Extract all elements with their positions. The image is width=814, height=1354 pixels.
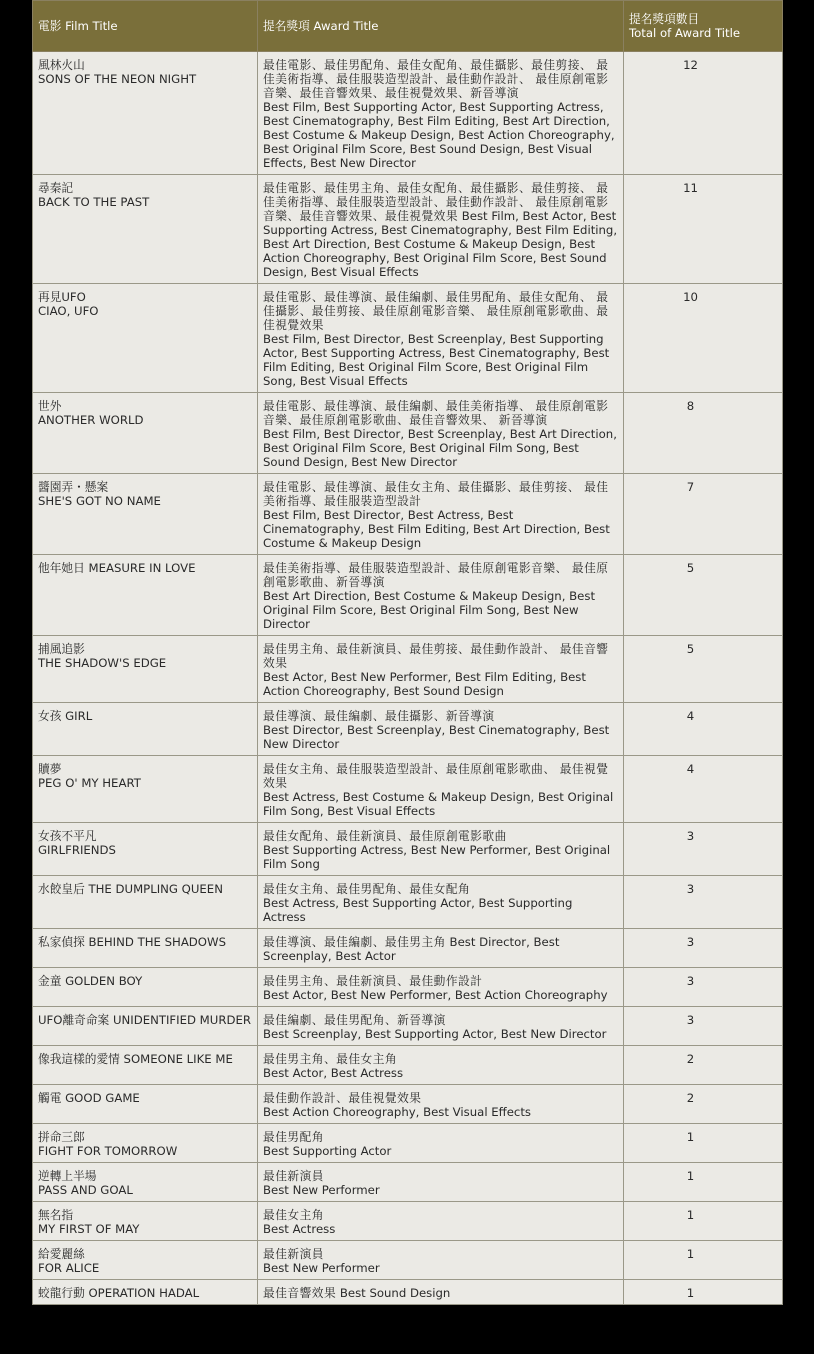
award-title-cell bbox=[258, 1280, 624, 1305]
award-list-en: Best Actor, Best Actress bbox=[263, 1066, 404, 1080]
award-list-zh: 最佳電影、最佳導演、最佳女主角、最佳攝影、最佳剪接、 最佳美術指導、最佳服裝造型設計 bbox=[263, 480, 609, 508]
film-title-en: THE DUMPLING QUEEN bbox=[88, 882, 223, 896]
award-title-cell bbox=[258, 555, 624, 636]
film-title-en: OPERATION HADAL bbox=[88, 1286, 200, 1300]
award-title-cell bbox=[258, 393, 624, 474]
award-list-en: Best Actress, Best Costume & Makeup Design, Best Original Film Song, Best Visual Effects bbox=[263, 790, 614, 818]
award-count-cell: 12 bbox=[624, 52, 783, 175]
award-list-en: Best Actor, Best New Performer, Best Film Editing, Best Action Choreography, Best Sound Design bbox=[263, 670, 586, 698]
film-title-cell bbox=[33, 1046, 258, 1085]
film-title-zh: 像我這樣的愛情 bbox=[38, 1052, 120, 1066]
film-title-en: UNIDENTIFIED MURDER bbox=[112, 1013, 251, 1027]
film-title-en: ANOTHER WORLD bbox=[38, 413, 144, 427]
film-title-en: FIGHT FOR TOMORROW bbox=[38, 1144, 178, 1158]
film-title-cell bbox=[33, 823, 258, 876]
award-list-zh: 最佳女主角 bbox=[263, 1208, 324, 1222]
award-count-cell: 5 bbox=[624, 555, 783, 636]
award-title-cell bbox=[258, 636, 624, 703]
award-list-zh: 最佳導演、最佳編劇、最佳攝影、新晉導演 bbox=[263, 709, 495, 723]
table-row bbox=[33, 876, 783, 929]
award-list-en: Best Film, Best Supporting Actor, Best Supporting Actress, Best Cinematography, Best Film Editing, Best Art Direction, Best Costume & Makeup Design, Best Action Choreography, Best Original Film Score, Best Sound Design, Best Visual Effects, Best New Director bbox=[263, 100, 615, 170]
award-list-en: Best Action Choreography, Best Visual Effects bbox=[263, 1105, 532, 1119]
film-title-cell bbox=[33, 1202, 258, 1241]
award-count-cell: 2 bbox=[624, 1085, 783, 1124]
header-total-en: Total of Award Title bbox=[629, 26, 741, 40]
award-count-cell: 3 bbox=[624, 1007, 783, 1046]
film-title-cell bbox=[33, 756, 258, 823]
award-title-cell bbox=[258, 284, 624, 393]
film-title-zh: 風林火山 bbox=[38, 58, 85, 72]
table-row bbox=[33, 968, 783, 1007]
table-row bbox=[33, 823, 783, 876]
table-row bbox=[33, 636, 783, 703]
award-count-cell: 8 bbox=[624, 393, 783, 474]
award-list-zh: 最佳女主角、最佳服裝造型設計、最佳原創電影歌曲、 最佳視覺效果 bbox=[263, 762, 609, 790]
award-count-cell: 7 bbox=[624, 474, 783, 555]
film-title-cell bbox=[33, 1124, 258, 1163]
table-row bbox=[33, 1085, 783, 1124]
award-list-zh: 最佳男主角、最佳新演員、最佳剪接、最佳動作設計、 最佳音響效果 bbox=[263, 642, 609, 670]
header-film-title: 電影 Film Title bbox=[33, 1, 258, 52]
film-title-cell bbox=[33, 284, 258, 393]
film-title-cell bbox=[33, 636, 258, 703]
table-row bbox=[33, 929, 783, 968]
award-title-cell bbox=[258, 1046, 624, 1085]
award-title-cell bbox=[258, 474, 624, 555]
award-count-cell: 4 bbox=[624, 703, 783, 756]
film-title-zh: 蛟龍行動 bbox=[38, 1286, 85, 1300]
award-list-en: Best Supporting Actor bbox=[263, 1144, 392, 1158]
film-title-zh: 女孩 bbox=[38, 709, 62, 723]
film-title-cell bbox=[33, 393, 258, 474]
award-count-cell: 11 bbox=[624, 175, 783, 284]
film-title-en: MY FIRST OF MAY bbox=[38, 1222, 140, 1236]
film-title-cell bbox=[33, 876, 258, 929]
award-list-zh: 最佳電影、最佳導演、最佳編劇、最佳男配角、最佳女配角、 最佳攝影、最佳剪接、最佳原創電影音樂、 最佳原創電影歌曲、最佳視覺效果 bbox=[263, 290, 609, 332]
table-row bbox=[33, 1280, 783, 1305]
film-title-en: BACK TO THE PAST bbox=[38, 195, 150, 209]
film-title-en: GIRLFRIENDS bbox=[38, 843, 116, 857]
award-title-cell bbox=[258, 823, 624, 876]
award-title-cell bbox=[258, 968, 624, 1007]
award-count-cell: 3 bbox=[624, 823, 783, 876]
film-title-cell bbox=[33, 474, 258, 555]
award-title-cell bbox=[258, 1124, 624, 1163]
award-count-cell: 1 bbox=[624, 1280, 783, 1305]
table-row bbox=[33, 284, 783, 393]
film-title-en: BEHIND THE SHADOWS bbox=[88, 935, 226, 949]
table-row bbox=[33, 1124, 783, 1163]
film-title-en: FOR ALICE bbox=[38, 1261, 100, 1275]
award-list-zh: 最佳女主角、最佳男配角、最佳女配角 bbox=[263, 882, 471, 896]
table-row bbox=[33, 1046, 783, 1085]
film-title-zh: 醬園弄・懸案 bbox=[38, 480, 109, 494]
film-title-en: PASS AND GOAL bbox=[38, 1183, 133, 1197]
award-list-zh: 最佳女配角、最佳新演員、最佳原創電影歌曲 bbox=[263, 829, 507, 843]
award-list-zh: 最佳男主角、最佳女主角 bbox=[263, 1052, 398, 1066]
award-list-en: Best Sound Design bbox=[339, 1286, 451, 1300]
film-title-cell bbox=[33, 1085, 258, 1124]
film-title-zh: 金童 bbox=[38, 974, 62, 988]
award-list-zh: 最佳電影、最佳男配角、最佳女配角、最佳攝影、最佳剪接、 最佳美術指導、最佳服裝造型設計、最佳動作設計、 最佳原創電影音樂、最佳音響效果、最佳視覺效果、新晉導演 bbox=[263, 58, 609, 100]
film-title-cell bbox=[33, 52, 258, 175]
film-title-zh: 觸電 bbox=[38, 1091, 62, 1105]
film-title-en: SOMEONE LIKE ME bbox=[123, 1052, 233, 1066]
table-row bbox=[33, 1007, 783, 1046]
award-title-cell bbox=[258, 929, 624, 968]
award-count-cell: 3 bbox=[624, 929, 783, 968]
film-title-zh: 給愛麗絲 bbox=[38, 1247, 85, 1261]
film-title-en: CIAO, UFO bbox=[38, 304, 99, 318]
award-list-en: Best Art Direction, Best Costume & Makeup Design, Best Original Film Score, Best Original Film Song, Best New Director bbox=[263, 589, 596, 631]
table-row bbox=[33, 756, 783, 823]
award-list-en: Best Film, Best Director, Best Screenplay, Best Supporting Actor, Best Supporting Actress, Best Cinematography, Best Film Editing, Best Original Film Score, Best Original Film Song, Best Visual Effects bbox=[263, 332, 610, 388]
award-list-zh: 最佳男主角、最佳新演員、最佳動作設計 bbox=[263, 974, 483, 988]
table-header-row bbox=[33, 1, 783, 52]
film-title-zh: 再見UFO bbox=[38, 290, 86, 304]
award-title-cell bbox=[258, 1241, 624, 1280]
film-title-zh: 贖夢 bbox=[38, 762, 62, 776]
film-title-cell bbox=[33, 1241, 258, 1280]
award-list-en: Best New Performer bbox=[263, 1183, 380, 1197]
film-title-en: GOOD GAME bbox=[65, 1091, 140, 1105]
film-title-zh: 無名指 bbox=[38, 1208, 74, 1222]
award-count-cell: 4 bbox=[624, 756, 783, 823]
award-title-cell bbox=[258, 876, 624, 929]
award-title-cell bbox=[258, 1007, 624, 1046]
award-list-zh: 最佳動作設計、最佳視覺效果 bbox=[263, 1091, 422, 1105]
award-list-en: Best Actress, Best Supporting Actor, Best Supporting Actress bbox=[263, 896, 573, 924]
award-list-zh: 最佳電影、最佳導演、最佳編劇、最佳美術指導、 最佳原創電影音樂、最佳原創電影歌曲、最佳音響效果、 新晉導演 bbox=[263, 399, 609, 427]
award-title-cell bbox=[258, 52, 624, 175]
table-row bbox=[33, 1202, 783, 1241]
award-count-cell: 3 bbox=[624, 968, 783, 1007]
table-row bbox=[33, 175, 783, 284]
award-count-cell: 1 bbox=[624, 1163, 783, 1202]
film-title-zh: 他年她日 bbox=[38, 561, 85, 575]
award-title-cell bbox=[258, 1085, 624, 1124]
award-list-en: Best Film, Best Director, Best Screenplay, Best Art Direction, Best Original Film Score, Best Original Film Song, Best Sound Design, Best New Director bbox=[263, 427, 617, 469]
award-count-cell: 2 bbox=[624, 1046, 783, 1085]
film-title-zh: 逆轉上半場 bbox=[38, 1169, 97, 1183]
film-title-en: SONS OF THE NEON NIGHT bbox=[38, 72, 197, 86]
film-title-zh: 水餃皇后 bbox=[38, 882, 85, 896]
award-title-cell bbox=[258, 1163, 624, 1202]
award-count-cell: 1 bbox=[624, 1124, 783, 1163]
award-list-en: Best Screenplay, Best Supporting Actor, Best New Director bbox=[263, 1027, 607, 1041]
award-list-zh: 最佳音響效果 bbox=[263, 1286, 337, 1300]
film-title-cell bbox=[33, 175, 258, 284]
award-title-cell bbox=[258, 756, 624, 823]
film-title-cell bbox=[33, 968, 258, 1007]
table-row bbox=[33, 1163, 783, 1202]
film-title-cell bbox=[33, 1007, 258, 1046]
film-title-zh: UFO離奇命案 bbox=[38, 1013, 110, 1027]
film-title-zh: 世外 bbox=[38, 399, 62, 413]
film-title-zh: 女孩不平凡 bbox=[38, 829, 97, 843]
award-list-zh: 最佳男配角 bbox=[263, 1130, 324, 1144]
film-title-zh: 私家偵探 bbox=[38, 935, 85, 949]
film-title-en: GOLDEN BOY bbox=[65, 974, 143, 988]
header-total-zh: 提名獎項數目 bbox=[629, 12, 700, 26]
film-title-en: PEG O' MY HEART bbox=[38, 776, 141, 790]
award-list-zh: 最佳導演、最佳編劇、最佳男主角 bbox=[263, 935, 446, 949]
award-list-en: Best Film, Best Actor, Best Supporting Actress, Best Cinematography, Best Film Editing, Best Art Direction, Best Costume & Makeup Design, Best Action Choreography, Best Original Film Score, Best Sound Design, Best Visual Effects bbox=[263, 209, 618, 279]
film-title-zh: 拼命三郎 bbox=[38, 1130, 85, 1144]
film-title-zh: 捕風追影 bbox=[38, 642, 85, 656]
award-title-cell bbox=[258, 703, 624, 756]
film-title-en: MEASURE IN LOVE bbox=[88, 561, 196, 575]
film-title-cell bbox=[33, 1163, 258, 1202]
film-title-cell bbox=[33, 703, 258, 756]
award-list-en: Best Actress bbox=[263, 1222, 336, 1236]
award-list-en: Best Supporting Actress, Best New Performer, Best Original Film Song bbox=[263, 843, 611, 871]
film-title-zh: 尋秦記 bbox=[38, 181, 74, 195]
award-list-en: Best New Performer bbox=[263, 1261, 380, 1275]
film-title-cell bbox=[33, 555, 258, 636]
award-list-zh: 最佳編劇、最佳男配角、新晉導演 bbox=[263, 1013, 446, 1027]
award-list-en: Best Director, Best Screenplay, Best Actor bbox=[263, 935, 560, 963]
award-count-cell: 1 bbox=[624, 1241, 783, 1280]
award-list-zh: 最佳新演員 bbox=[263, 1247, 324, 1261]
award-count-cell: 3 bbox=[624, 876, 783, 929]
film-title-en: SHE'S GOT NO NAME bbox=[38, 494, 161, 508]
table-row bbox=[33, 474, 783, 555]
award-list-en: Best Film, Best Director, Best Actress, Best Cinematography, Best Film Editing, Best Art Direction, Best Costume & Makeup Design bbox=[263, 508, 610, 550]
table-row bbox=[33, 1241, 783, 1280]
award-count-cell: 1 bbox=[624, 1202, 783, 1241]
award-list-en: Best Director, Best Screenplay, Best Cinematography, Best New Director bbox=[263, 723, 610, 751]
award-title-cell bbox=[258, 1202, 624, 1241]
table-body bbox=[33, 52, 783, 1305]
award-count-cell: 5 bbox=[624, 636, 783, 703]
award-list-zh: 最佳電影、最佳男主角、最佳女配角、最佳攝影、最佳剪接、 最佳美術指導、最佳服裝造型設計、最佳動作設計、 最佳原創電影音樂、最佳音響效果、最佳視覺效果 bbox=[263, 181, 609, 223]
nominations-table-container bbox=[32, 0, 782, 1305]
award-count-cell: 10 bbox=[624, 284, 783, 393]
nominations-table bbox=[32, 0, 783, 1305]
award-list-en: Best Actor, Best New Performer, Best Action Choreography bbox=[263, 988, 608, 1002]
table-row bbox=[33, 52, 783, 175]
table-row bbox=[33, 393, 783, 474]
film-title-cell bbox=[33, 1280, 258, 1305]
table-row bbox=[33, 555, 783, 636]
award-list-zh: 最佳新演員 bbox=[263, 1169, 324, 1183]
film-title-cell bbox=[33, 929, 258, 968]
header-award-title: 提名獎項 Award Title bbox=[258, 1, 624, 52]
film-title-en: THE SHADOW'S EDGE bbox=[38, 656, 167, 670]
award-list-zh: 最佳美術指導、最佳服裝造型設計、最佳原創電影音樂、 最佳原創電影歌曲、新晉導演 bbox=[263, 561, 609, 589]
award-title-cell bbox=[258, 175, 624, 284]
header-total bbox=[624, 1, 783, 52]
table-row bbox=[33, 703, 783, 756]
film-title-en: GIRL bbox=[65, 709, 93, 723]
